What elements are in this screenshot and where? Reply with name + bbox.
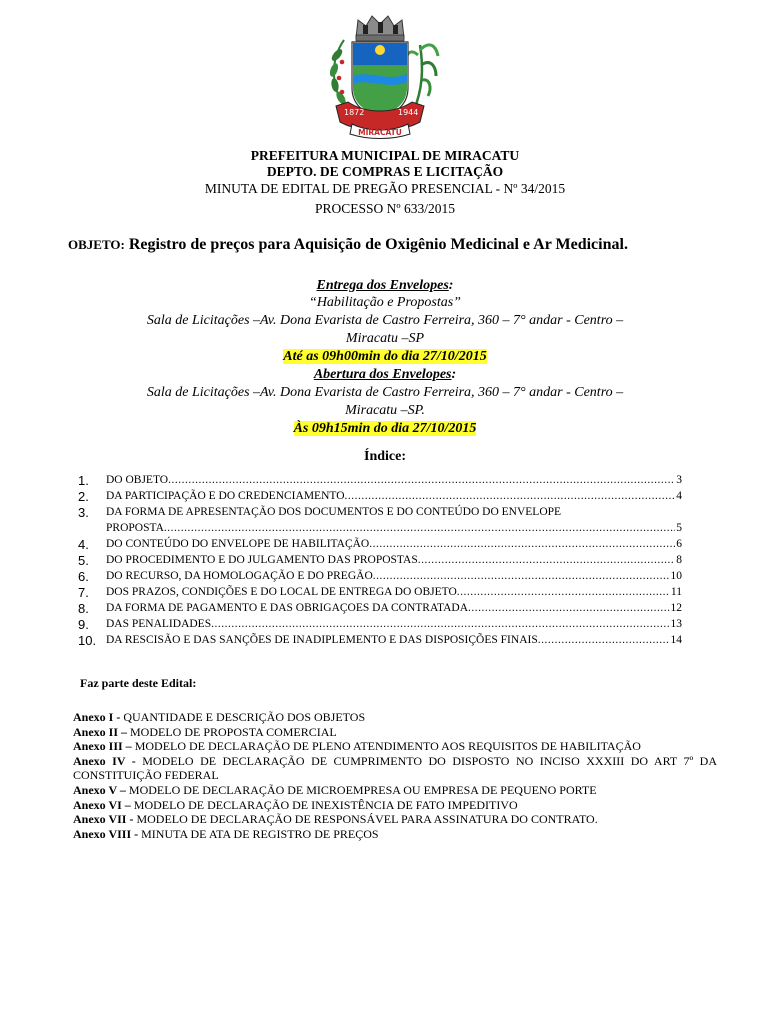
annex-item: Anexo IV - MODELO DE DECLARAÇÃO DE CUMPRIMENTO DO DISPOSTO NO INCISO XXXIII DO ART 7º DA CONSTITUIÇÃO FEDERAL (73, 753, 717, 783)
toc-item[interactable]: 9. DAS PENALIDADES ..... 13 (78, 617, 682, 632)
coffee-branch-icon (328, 40, 348, 110)
toc-item[interactable]: 10. DA RESCISÃO E DAS SANÇÕES DE INADIPLEMENTO E DAS DISPOSIÇÕES FINAIS ..... 14 (78, 633, 682, 648)
toc-item[interactable]: 5. DO PROCEDIMENTO E DO JULGAMENTO DAS PROPOSTAS ..... 8 (78, 553, 682, 568)
annex-item: Anexo I - QUANTIDADE E DESCRIÇÃO DOS OBJETOS (73, 710, 366, 724)
annex-item: Anexo VII - MODELO DE DECLARAÇÃO DE RESPONSÁVEL PARA ASSINATURA DO CONTRATO. (73, 812, 598, 827)
toc-item[interactable]: 1. DO OBJETO ..... 3 (78, 473, 682, 488)
abertura-address-2: Miracatu –SP. (345, 403, 425, 418)
crown-icon (356, 16, 404, 41)
toc-item[interactable]: 7. DOS PRAZOS, CONDIÇÕES E DO LOCAL DE ENTREGA DO OBJETO ..... 11 (78, 585, 682, 600)
shield-icon (352, 42, 408, 118)
abertura-address-1: Sala de Licitações –Av. Dona Evarista de Castro Ferreira, 360 – 7° andar - Centro – (146, 385, 624, 400)
toc-item[interactable]: 8. DA FORMA DE PAGAMENTO E DAS OBRIGAÇOES DA CONTRATADA ..... 12 (78, 601, 682, 616)
crest-year-left: 1872 (344, 108, 365, 117)
header-line-1: PREFEITURA MUNICIPAL DE MIRACATU (250, 148, 520, 163)
indice-title: Índice: (364, 449, 406, 464)
entrega-address-2: Miracatu –SP (345, 331, 425, 346)
toc-item[interactable]: 4. DO CONTEÚDO DO ENVELOPE DE HABILITAÇÃO ..... 6 (78, 537, 682, 552)
entrega-address-1: Sala de Licitações –Av. Dona Evarista de Castro Ferreira, 360 – 7° andar - Centro – (146, 313, 624, 328)
crest-town: MIRACATU (358, 128, 402, 137)
annex-list (73, 710, 717, 841)
header-line-2: DEPTO. DE COMPRAS E LICITAÇÃO (266, 164, 504, 179)
entrega-deadline: Até as 09h00min do dia 27/10/2015 (283, 349, 487, 364)
objeto-label: OBJETO: (68, 237, 125, 252)
abertura-time: Às 09h15min do dia 27/10/2015 (293, 421, 477, 436)
entrega-subtitle: “Habilitação e Propostas” (309, 295, 461, 310)
objeto-text: Registro de preços para Aquisição de Oxigênio Medicinal e Ar Medicinal. (128, 236, 628, 253)
header-line-3: MINUTA DE EDITAL DE PREGÃO PRESENCIAL - Nº 34/2015 (204, 181, 566, 196)
annex-item: Anexo VI – MODELO DE DECLARAÇÃO DE INEXISTÊNCIA DE FATO IMPEDITIVO (73, 797, 518, 812)
annex-item: Anexo VIII - MINUTA DE ATA DE REGISTRO DE PREÇOS (73, 826, 379, 841)
crest-year-right: 1944 (398, 108, 419, 117)
header-line-4: PROCESSO Nº 633/2015 (315, 201, 455, 216)
objeto-line (68, 236, 628, 254)
toc-item[interactable]: 3. DA FORMA DE APRESENTAÇÃO DOS DOCUMENTOS E DO CONTEÚDO DO ENVELOPE PROPOSTA ..... 5 (78, 505, 682, 536)
toc-item[interactable]: 2. DA PARTICIPAÇÃO E DO CREDENCIAMENTO ..... 4 (78, 489, 682, 504)
entrega-title: Entrega dos Envelopes: (316, 278, 454, 293)
banana-tree-icon (406, 45, 438, 110)
annex-item: Anexo V – MODELO DE DECLARAÇÃO DE MICROEMPRESA OU EMPRESA DE PEQUENO PORTE (73, 782, 597, 797)
annex-item: Anexo III – MODELO DE DECLARAÇÃO DE PLENO ATENDIMENTO AOS REQUISITOS DE HABILITAÇÃO (73, 739, 641, 754)
toc-item[interactable]: 6. DO RECURSO, DA HOMOLOGAÇÃO E DO PREGÃO ..... 10 (78, 569, 682, 584)
faz-parte-heading: Faz parte deste Edital: (80, 676, 197, 690)
abertura-title: Abertura dos Envelopes: (313, 367, 457, 382)
municipal-crest-logo (318, 10, 442, 140)
annex-item: Anexo II – MODELO DE PROPOSTA COMERCIAL (73, 724, 337, 739)
